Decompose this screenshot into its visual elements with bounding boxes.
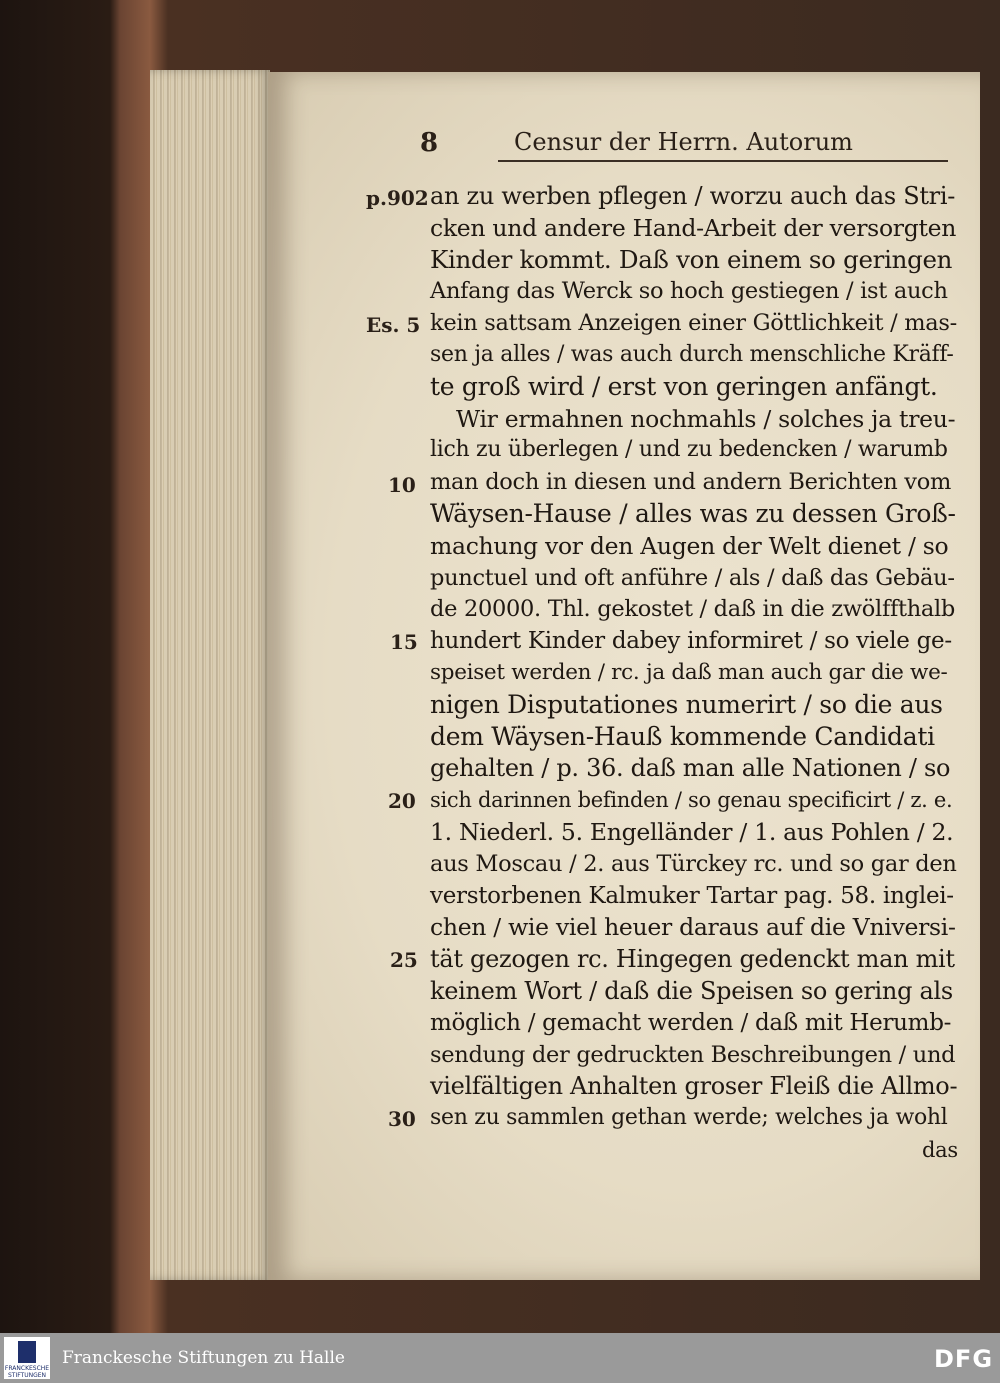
line-number: 30	[388, 1107, 416, 1131]
text-line: punctuel und oft anführe / als / daß das Gebäu-	[430, 564, 955, 591]
text-line: sen ja alles / was auch durch menschliche Kräff-	[430, 342, 954, 367]
building-icon	[18, 1341, 36, 1363]
foundation-logo[interactable]	[4, 1337, 50, 1379]
text-line: sich darinnen befinden / so genau specificirt / z. e.	[430, 788, 953, 813]
page-edges	[150, 70, 270, 1280]
text-line: keinem Wort / daß die Speisen so gering als	[430, 977, 953, 1005]
text-line: verstorbenen Kalmuker Tartar pag. 58. inglei-	[430, 882, 954, 909]
text-line: aus Moscau / 2. aus Türckey rc. und so gar den	[430, 850, 957, 877]
text-line: de 20000. Thl. gekostet / daß in die zwölffthalb	[430, 596, 956, 623]
text-line: Anfang das Werck so hoch gestiegen / ist auch	[430, 278, 948, 305]
text-line: gehalten / p. 36. daß man alle Nationen / so	[430, 754, 951, 783]
text-line: lich zu überlegen / und zu bedencken / warumb	[430, 437, 948, 463]
text-line: cken und andere Hand-Arbeit der versorgten	[430, 213, 957, 242]
line-number: 20	[388, 789, 416, 813]
catchword: das	[922, 1138, 958, 1162]
dfg-logo[interactable]: DFG	[934, 1345, 994, 1373]
text-line: man doch in diesen und andern Berichten vom	[430, 469, 951, 496]
institution-name[interactable]: Franckesche Stiftungen zu Halle	[62, 1348, 345, 1368]
text-line: nigen Disputationes numerirt / so die aus	[430, 689, 943, 719]
running-title: Censur der Herrn. Autorum	[514, 128, 853, 156]
line-number: 10	[388, 473, 416, 497]
text-line: Kinder kommt. Daß von einem so geringen	[430, 244, 953, 274]
text-line: tät gezogen rc. Hingegen gedenckt man mit	[430, 945, 955, 974]
text-line: möglich / gemacht werden / daß mit Herumb-	[430, 1009, 952, 1036]
text-line: an zu werben pflegen / worzu auch das Stri-	[430, 182, 956, 210]
text-line: machung vor den Augen der Welt dienet / so	[430, 531, 949, 560]
text-line: dem Wäysen-Hauß kommende Candidati	[430, 721, 935, 751]
text-line: 1. Niederl. 5. Engelländer / 1. aus Pohlen / 2.	[430, 818, 954, 846]
text-line: sen zu sammlen gethan werde; welches ja wohl	[430, 1105, 948, 1131]
text-line: sendung der gedruckten Beschreibungen / und	[430, 1041, 956, 1068]
page-number: 8	[420, 128, 439, 158]
text-line: speiset werden / rc. ja daß man auch gar die we-	[430, 660, 948, 685]
text-line: kein sattsam Anzeigen einer Göttlichkeit / mas-	[430, 310, 957, 337]
text-line: vielfältigen Anhalten groser Fleiß die Allmo-	[430, 1072, 958, 1101]
text-line: Wir ermahnen nochmahls / solches ja treu-	[456, 404, 956, 433]
margin-note: Es. 5	[366, 313, 421, 337]
margin-note: p.902	[366, 186, 429, 210]
viewer-footer	[0, 1333, 1000, 1383]
text-line: hundert Kinder dabey informiret / so viele ge-	[430, 628, 952, 655]
line-number: 25	[390, 948, 418, 972]
line-number: 15	[390, 630, 418, 654]
text-line: chen / wie viel heuer daraus auf die Vniversi-	[430, 913, 956, 942]
header-rule	[498, 160, 948, 162]
page-header	[410, 128, 950, 162]
text-line: te groß wird / erst von geringen anfängt.	[430, 371, 938, 401]
text-line: Wäysen-Hause / alles was zu dessen Groß-	[430, 499, 956, 528]
logo-text: FRANCKESCHE STIFTUNGEN	[4, 1365, 50, 1379]
